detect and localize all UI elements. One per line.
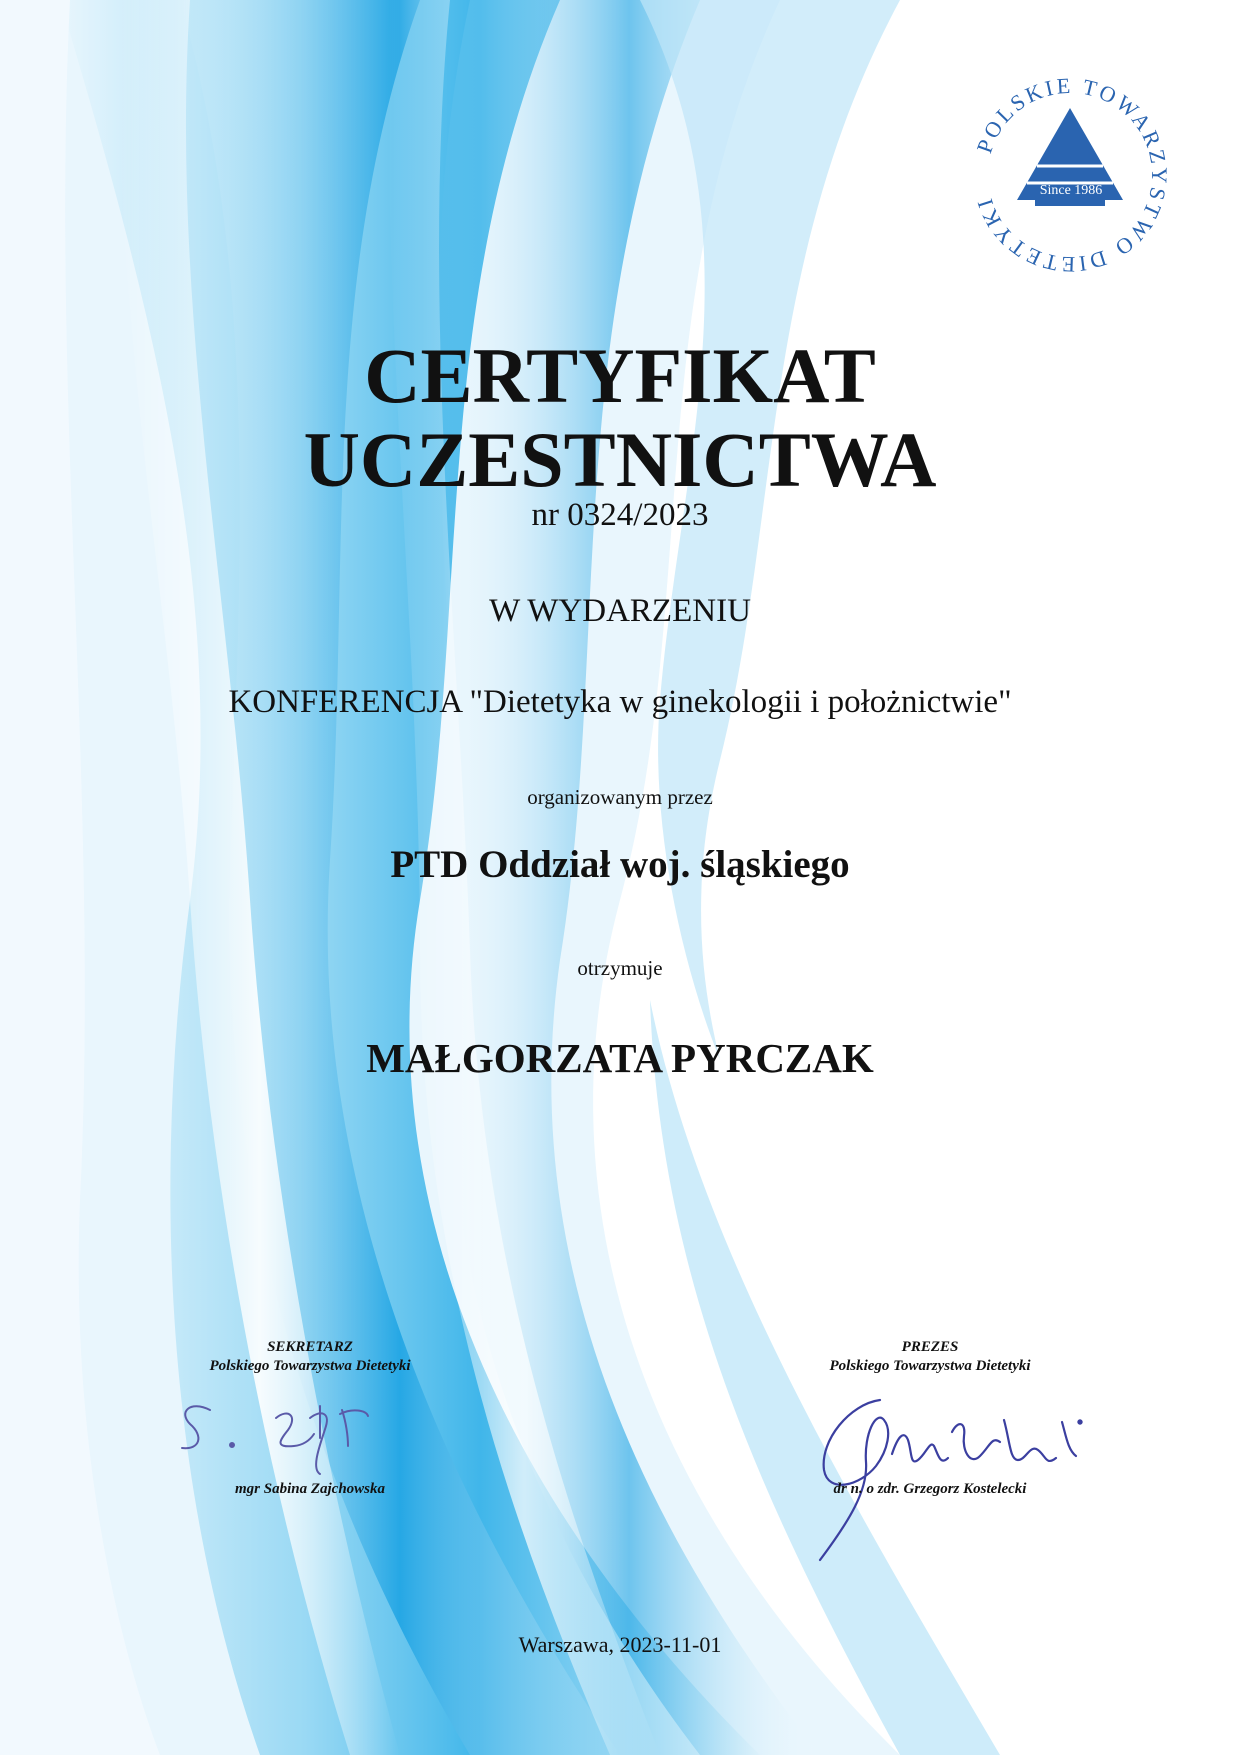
organized-by-label: organizowanym przez xyxy=(527,785,713,809)
ptd-logo xyxy=(965,70,1175,280)
place-and-date: Warszawa, 2023-11-01 xyxy=(518,1632,722,1657)
logo-ring-text: POLSKIE TOWARZYSTWO DIETETYKI xyxy=(971,72,1173,278)
logo-since-text: Since 1986 xyxy=(1039,183,1103,198)
signature-right-graphic xyxy=(780,1370,1100,1570)
signature-right-name: dr n. o zdr. Grzegorz Kostelecki xyxy=(833,1481,1027,1497)
event-label: W WYDARZENIU xyxy=(489,593,751,629)
signature-left-name: mgr Sabina Zajchowska xyxy=(234,1481,386,1497)
title-line-2: UCZESTNICTWA xyxy=(303,416,937,503)
signature-right-role: PREZES xyxy=(901,1339,959,1355)
recipient-name: MAŁGORZATA PYRCZAK xyxy=(366,1035,874,1081)
signature-left-org: Polskiego Towarzystwa Dietetyki xyxy=(209,1358,411,1374)
organizer-name: PTD Oddział woj. śląskiego xyxy=(390,843,850,886)
signature-left-graphic xyxy=(170,1390,410,1480)
signature-left-header xyxy=(160,1338,460,1376)
title-line-1: CERTYFIKAT xyxy=(364,332,876,419)
event-name: KONFERENCJA "Dietetyka w ginekologii i położnictwie" xyxy=(228,684,1012,720)
certificate-number: nr 0324/2023 xyxy=(531,497,709,533)
receives-label: otrzymuje xyxy=(577,956,663,980)
signature-right-org: Polskiego Towarzystwa Dietetyki xyxy=(829,1358,1031,1374)
signature-left-role: SEKRETARZ xyxy=(267,1339,353,1355)
